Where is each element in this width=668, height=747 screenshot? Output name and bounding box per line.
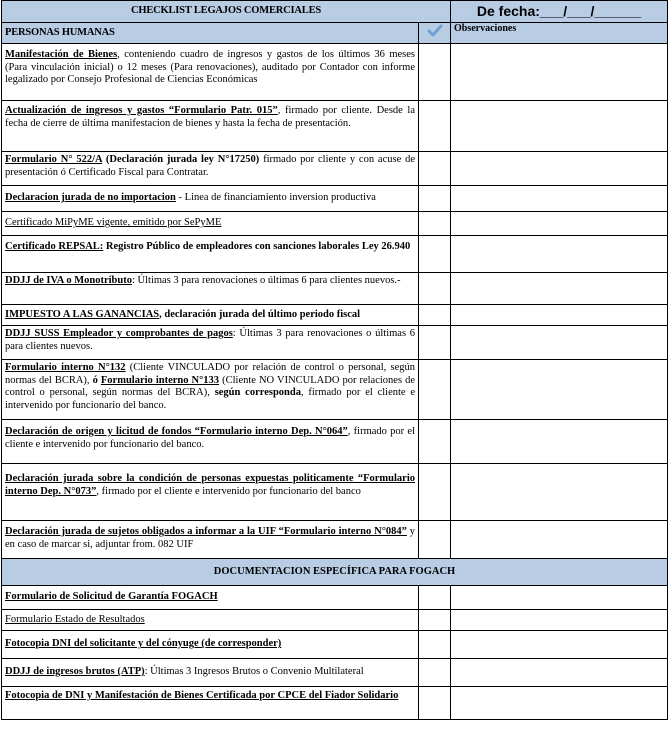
item-observations[interactable] xyxy=(451,44,668,101)
page-title: CHECKLIST LEGAJOS COMERCIALES xyxy=(2,1,451,23)
item-observations[interactable] xyxy=(451,631,668,659)
checklist-item xyxy=(2,273,668,305)
item-observations[interactable] xyxy=(451,610,668,631)
item-description: Formulario Estado de Resultados xyxy=(2,610,419,631)
checklist-item xyxy=(2,659,668,687)
checklist-item xyxy=(2,212,668,236)
item-description: DDJJ de IVA o Monotributo: Últimas 3 para renovaciones o últimas 6 para clientes nuevos.- xyxy=(2,273,419,305)
item-checkbox[interactable] xyxy=(419,44,451,101)
item-description: Formulario N° 522/A (Declaración jurada ley N°17250) firmado por cliente y con acuse de presentación ó Certificado Fiscal para Contratar. xyxy=(2,152,419,186)
item-checkbox[interactable] xyxy=(419,186,451,212)
item-observations[interactable] xyxy=(451,273,668,305)
checklist-item xyxy=(2,631,668,659)
item-observations[interactable] xyxy=(451,186,668,212)
item-checkbox[interactable] xyxy=(419,273,451,305)
item-checkbox[interactable] xyxy=(419,687,451,720)
observations-header: Observaciones xyxy=(451,23,668,44)
checklist-item xyxy=(2,687,668,720)
date-field[interactable]: De fecha:___/___/______ xyxy=(451,1,668,23)
item-description: DDJJ de ingresos brutos (ATP): Últimas 3 Ingresos Brutos o Convenio Multilateral xyxy=(2,659,419,687)
item-checkbox[interactable] xyxy=(419,631,451,659)
checklist-item xyxy=(2,464,668,521)
section-header-personas xyxy=(2,23,668,44)
item-observations[interactable] xyxy=(451,464,668,521)
item-description: Actualización de ingresos y gastos “Formulario Patr. 015”, firmado por cliente. Desde la fecha de cierre de última manifestacion de bienes y hasta la fecha de presentación. xyxy=(2,101,419,152)
item-checkbox[interactable] xyxy=(419,236,451,273)
item-observations[interactable] xyxy=(451,101,668,152)
item-description: Manifestación de Bienes, conteniendo cuadro de ingresos y gastos de los últimos 36 meses (Para vinculación inicial) o 12 meses (Para renovaciones), auditado por Contador con informe legalizado por Consejo Profesional de Ciencias Económicas xyxy=(2,44,419,101)
item-checkbox[interactable] xyxy=(419,659,451,687)
item-description: Fotocopia DNI del solicitante y del cónyuge (de corresponder) xyxy=(2,631,419,659)
checklist-item xyxy=(2,101,668,152)
item-observations[interactable] xyxy=(451,687,668,720)
item-checkbox[interactable] xyxy=(419,521,451,559)
item-checkbox[interactable] xyxy=(419,360,451,420)
checklist-item xyxy=(2,420,668,464)
item-description: Declaración jurada sobre la condición de personas expuestas politicamente “Formulario interno Dep. N°073”, firmado por el cliente e intervenido por funcionario del banco xyxy=(2,464,419,521)
item-checkbox[interactable] xyxy=(419,610,451,631)
item-description: IMPUESTO A LAS GANANCIAS, declaración jurada del último periodo fiscal xyxy=(2,305,419,326)
item-checkbox[interactable] xyxy=(419,586,451,610)
checklist-item xyxy=(2,521,668,559)
item-observations[interactable] xyxy=(451,360,668,420)
item-description: Certificado REPSAL: Registro Público de empleadores con sanciones laborales Ley 26.940 xyxy=(2,236,419,273)
item-checkbox[interactable] xyxy=(419,420,451,464)
item-observations[interactable] xyxy=(451,420,668,464)
checklist-item xyxy=(2,610,668,631)
item-description: Declaración de origen y licitud de fondos “Formulario interno Dep. N°064”, firmado por el cliente e intervenido por funcionario del banco. xyxy=(2,420,419,464)
item-observations[interactable] xyxy=(451,212,668,236)
item-observations[interactable] xyxy=(451,236,668,273)
item-description: DDJJ SUSS Empleador y comprobantes de pagos: Últimas 3 para renovaciones o últimas 6 para clientes nuevos. xyxy=(2,326,419,360)
checkmark-icon xyxy=(427,24,443,38)
item-observations[interactable] xyxy=(451,326,668,360)
checklist-item xyxy=(2,44,668,101)
section-title: DOCUMENTACION ESPECÍFICA PARA FOGACH xyxy=(2,559,668,586)
checklist-table xyxy=(1,0,668,720)
item-observations[interactable] xyxy=(451,659,668,687)
checklist-item xyxy=(2,152,668,186)
header-row xyxy=(2,1,668,23)
item-checkbox[interactable] xyxy=(419,305,451,326)
checklist-item xyxy=(2,236,668,273)
item-checkbox[interactable] xyxy=(419,152,451,186)
check-column-header xyxy=(419,23,451,44)
section-header-fogach xyxy=(2,559,668,586)
checklist-item xyxy=(2,186,668,212)
item-checkbox[interactable] xyxy=(419,101,451,152)
checklist-item xyxy=(2,586,668,610)
item-checkbox[interactable] xyxy=(419,326,451,360)
item-description: Declaración jurada de sujetos obligados a informar a la UIF “Formulario interno N°084” y en caso de marcar si, adjuntar from. 082 UIF xyxy=(2,521,419,559)
item-checkbox[interactable] xyxy=(419,212,451,236)
item-description: Certificado MiPyME vigente, emitido por SePyME xyxy=(2,212,419,236)
item-observations[interactable] xyxy=(451,521,668,559)
checklist-item xyxy=(2,305,668,326)
item-checkbox[interactable] xyxy=(419,464,451,521)
checklist-item xyxy=(2,360,668,420)
item-description: Formulario de Solicitud de Garantía FOGACH xyxy=(2,586,419,610)
item-description: Formulario interno N°132 (Cliente VINCULADO por relación de control o personal, según normas del BCRA), ó Formulario interno N°133 (Cliente NO VINCULADO por relaciones de control o personal, según normas del BCRA), según corresponda, firmado por el cliente e intervenido por funcionario del banco. xyxy=(2,360,419,420)
section-title: PERSONAS HUMANAS xyxy=(2,23,419,44)
item-observations[interactable] xyxy=(451,305,668,326)
item-description: Fotocopia de DNI y Manifestación de Bienes Certificada por CPCE del Fiador Solidario xyxy=(2,687,419,720)
item-observations[interactable] xyxy=(451,586,668,610)
checklist-item xyxy=(2,326,668,360)
item-description: Declaracion jurada de no importacion - Linea de financiamiento inversion productiva xyxy=(2,186,419,212)
item-observations[interactable] xyxy=(451,152,668,186)
